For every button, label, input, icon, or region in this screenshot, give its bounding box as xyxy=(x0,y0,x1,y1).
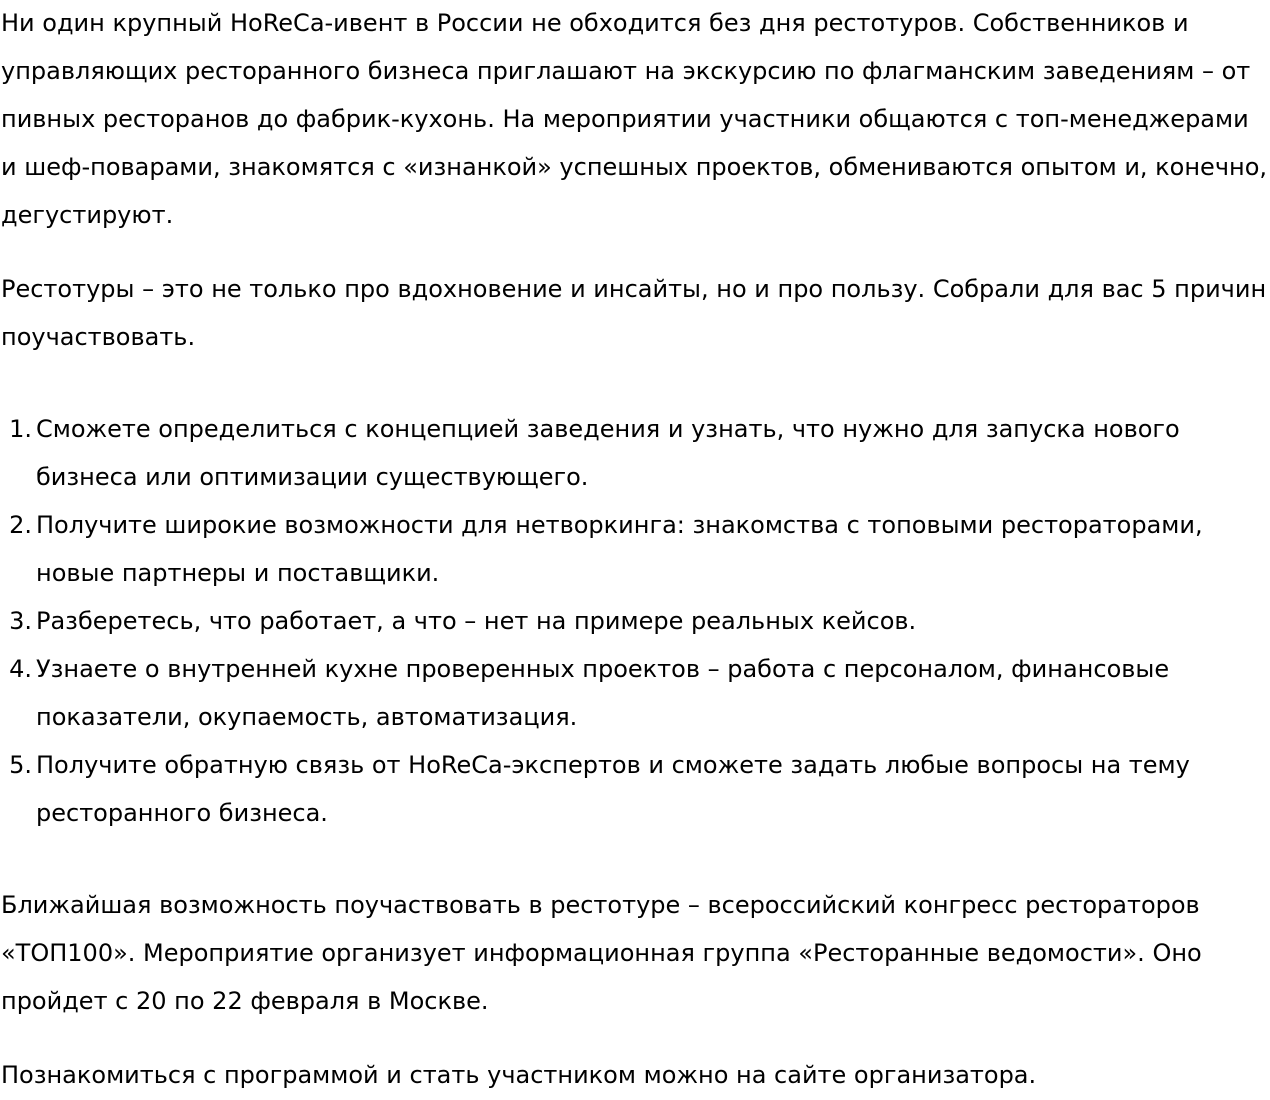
event-paragraph: Ближайшая возможность поучаствовать в рестотуре – всероссийский конгресс рестораторов «ТОП100». Мероприятие организует информационная группа «Ресторанные ведомости». Оно пройдет с 20 по 22 февраля в Москве. xyxy=(1,891,1202,1015)
closing-paragraph: Познакомиться с программой и стать участником можно на сайте организатора. xyxy=(1,1061,1037,1089)
list-item: Узнаете о внутренней кухне проверенных проектов – работа с персоналом, финансовые показатели, окупаемость, автоматизация. xyxy=(36,655,1170,731)
list-item: Получите широкие возможности для нетворкинга: знакомства с топовыми рестораторами, новые партнеры и поставщики. xyxy=(36,511,1203,587)
list-item: Получите обратную связь от HoReCa-экспертов и сможете задать любые вопросы на тему ресторанного бизнеса. xyxy=(36,751,1190,827)
reasons-lead-paragraph: Рестотуры – это не только про вдохновение и инсайты, но и про пользу. Собрали для вас 5 причин поучаствовать. xyxy=(1,275,1267,351)
list-item: Сможете определиться с концепцией заведения и узнать, что нужно для запуска нового бизнеса или оптимизации существующего. xyxy=(36,415,1180,491)
reasons-list xyxy=(1,405,1267,837)
intro-paragraph: Ни один крупный HoReCa-ивент в России не обходится без дня рестотуров. Собственников и управляющих ресторанного бизнеса приглашают на экскурсию по флагманским заведениям – от пивных ресторанов до фабрик-кухонь. На мероприятии участники общаются с топ-менеджерами и шеф-поварами, знакомятся с «изнанкой» успешных проектов, обмениваются опытом и, конечно, дегустируют. xyxy=(1,9,1267,229)
list-item: Разберетесь, что работает, а что – нет на примере реальных кейсов. xyxy=(36,607,917,635)
